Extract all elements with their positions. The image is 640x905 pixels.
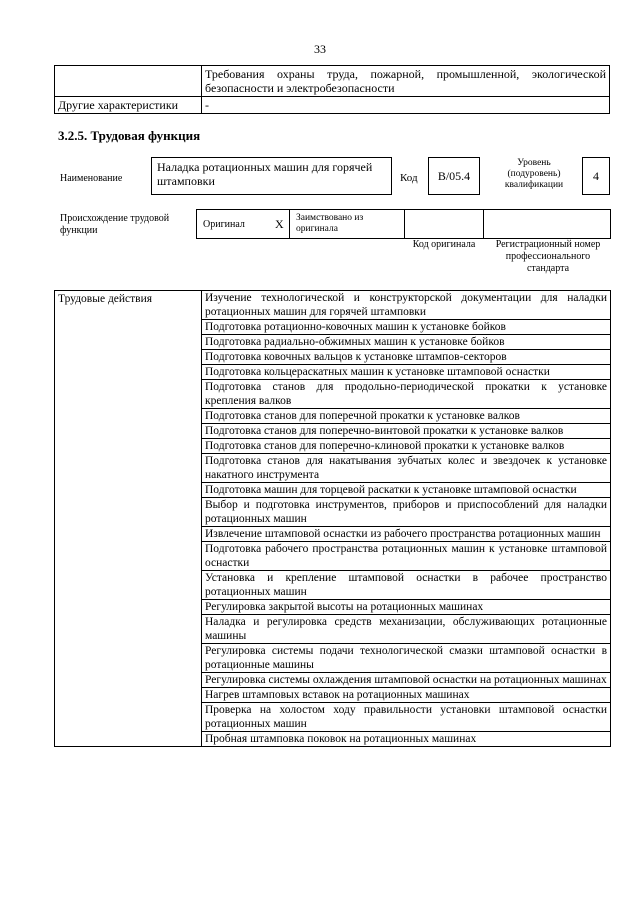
top-characteristics-table bbox=[54, 65, 610, 114]
code-value: В/05.4 bbox=[437, 169, 471, 183]
labor-action-item: Регулировка системы охлаждения штамповой оснастки на ротационных машинах bbox=[202, 673, 611, 688]
borrowed-label: Заимствовано из оригинала bbox=[296, 213, 364, 234]
borrowed-cell bbox=[289, 209, 405, 239]
reg-number-caption: Регистрационный номер профессионального стандарта bbox=[495, 239, 601, 274]
table-row bbox=[55, 291, 611, 320]
row-label bbox=[55, 66, 202, 97]
labor-action-item: Подготовка машин для торцевой раскатки к установке штамповой оснастки bbox=[202, 483, 611, 498]
labor-action-item: Установка и крепление штамповой оснастки в рабочее пространство ротационных машин bbox=[202, 571, 611, 600]
labor-action-item: Пробная штамповка поковок на ротационных машинах bbox=[202, 732, 611, 747]
labor-action-item: Подготовка станов для накатывания зубчатых колес и звездочек к установке накатного инструмента bbox=[202, 454, 611, 483]
labor-action-item: Выбор и подготовка инструментов, приборов и приспособлений для наладки ротационных машин bbox=[202, 498, 611, 527]
labor-action-item: Извлечение штамповой оснастки из рабочего пространства ротационных машин bbox=[202, 527, 611, 542]
labor-action-item: Наладка и регулировка средств механизации, обслуживающих ротационные машины bbox=[202, 615, 611, 644]
code-label: Код bbox=[400, 172, 418, 184]
function-name: Наладка ротационных машин для горячей штамповки bbox=[157, 160, 373, 188]
code-original-caption: Код оригинала bbox=[412, 239, 476, 250]
labor-action-item: Подготовка станов для поперечно-клиновой прокатки к установке валков bbox=[202, 439, 611, 454]
labor-action-item: Подготовка кольцераскатных машин к установке штамповой оснастки bbox=[202, 365, 611, 380]
row-value: - bbox=[202, 97, 610, 114]
labor-action-item: Подготовка ковочных вальцов к установке штампов-секторов bbox=[202, 350, 611, 365]
labor-action-item: Изучение технологической и конструкторской документации для наладки ротационных машин для горячей штамповки bbox=[202, 291, 611, 320]
original-mark: X bbox=[275, 217, 284, 231]
name-label: Наименование bbox=[60, 173, 123, 184]
table-row bbox=[55, 97, 610, 114]
labor-action-item: Подготовка станов для поперечно-винтовой прокатки к установке валков bbox=[202, 424, 611, 439]
page-number: 33 bbox=[314, 42, 326, 56]
code-box bbox=[428, 157, 480, 195]
reg-number-cell bbox=[483, 209, 611, 239]
labor-action-item: Регулировка системы подачи технологической смазки штамповой оснастки в ротационные машины bbox=[202, 644, 611, 673]
level-label: Уровень (подуровень) квалификации bbox=[504, 158, 564, 190]
level-value: 4 bbox=[593, 169, 599, 183]
labor-action-item: Подготовка ротационно-ковочных машин к установке бойков bbox=[202, 320, 611, 335]
row-value: Требования охраны труда, пожарной, промышленной, экологической безопасности и электробезопасности bbox=[202, 66, 610, 97]
row-label: Другие характеристики bbox=[55, 97, 202, 114]
code-original-cell bbox=[404, 209, 484, 239]
origin-label: Происхождение трудовой функции bbox=[60, 213, 170, 236]
original-label: Оригинал bbox=[203, 219, 245, 230]
labor-action-item: Проверка на холостом ходу правильности установки штамповой оснастки ротационных машин bbox=[202, 703, 611, 732]
original-cell bbox=[196, 209, 290, 239]
labor-action-item: Подготовка радиально-обжимных машин к установке бойков bbox=[202, 335, 611, 350]
labor-action-item: Нагрев штамповых вставок на ротационных машинах bbox=[202, 688, 611, 703]
section-title: 3.2.5. Трудовая функция bbox=[58, 128, 201, 143]
labor-action-item: Подготовка станов для продольно-периодической прокатки к установке крепления валков bbox=[202, 380, 611, 409]
labor-action-item: Подготовка рабочего пространства ротационных машин к установке штамповой оснастки bbox=[202, 542, 611, 571]
labor-action-item: Регулировка закрытой высоты на ротационных машинах bbox=[202, 600, 611, 615]
level-box bbox=[582, 157, 610, 195]
table-row bbox=[55, 66, 610, 97]
labor-action-item: Подготовка станов для поперечной прокатки к установке валков bbox=[202, 409, 611, 424]
function-name-box bbox=[151, 157, 392, 195]
labor-actions-header: Трудовые действия bbox=[55, 291, 202, 747]
labor-actions-table bbox=[54, 290, 611, 747]
